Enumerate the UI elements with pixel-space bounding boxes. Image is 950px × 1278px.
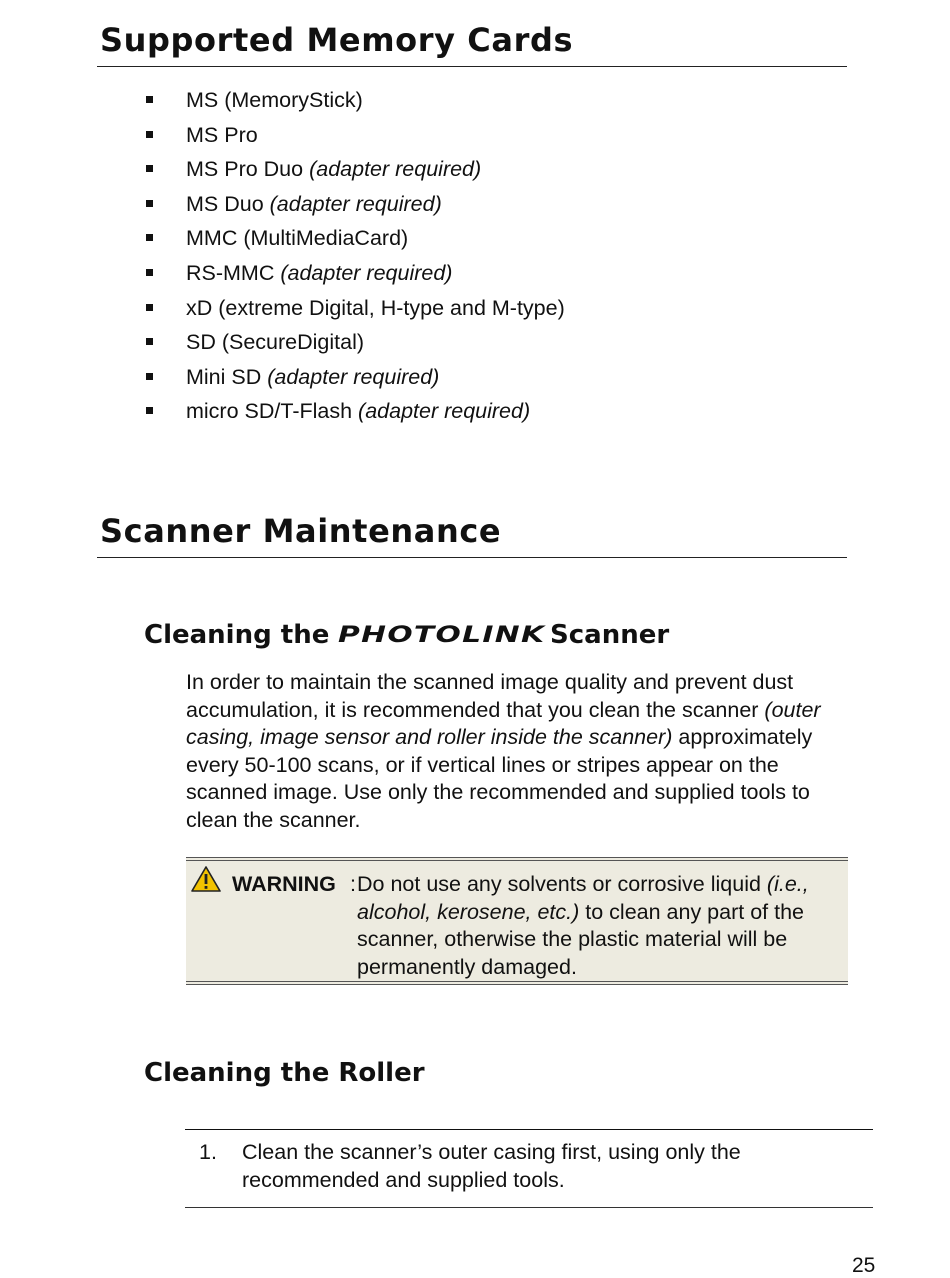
step-number: 1. xyxy=(199,1140,217,1164)
list-item-text: SD (SecureDigital) xyxy=(186,330,365,355)
list-item-text: Mini SD xyxy=(186,364,268,389)
list-item xyxy=(146,221,565,256)
list-item-text: micro SD/T-Flash xyxy=(186,399,359,424)
list-item-text: RS-MMC xyxy=(186,260,281,285)
list-item xyxy=(146,360,565,395)
paragraph-italic: (outer casing, image sensor and roller inside the scanner) xyxy=(186,697,821,749)
list-item xyxy=(146,291,565,326)
list-item xyxy=(146,394,565,429)
bullet-square-icon xyxy=(146,407,153,414)
subheading-prefix: Cleaning the xyxy=(144,620,330,650)
bullet-square-icon xyxy=(146,304,153,311)
bullet-square-icon xyxy=(146,373,153,380)
steps-rule-bottom xyxy=(185,1207,873,1208)
bullet-square-icon xyxy=(146,165,153,172)
list-item-note: (adapter required) xyxy=(358,399,531,424)
steps-rule-top xyxy=(185,1129,873,1130)
warning-text-italic: (i.e., alcohol, kerosene, etc.) xyxy=(357,872,809,924)
bullet-square-icon xyxy=(146,200,153,207)
list-item-text: MS Pro Duo xyxy=(186,157,310,182)
warning-separator: : xyxy=(350,872,356,896)
list-item-note: (adapter required) xyxy=(309,157,482,182)
warning-text xyxy=(357,871,847,981)
bullet-square-icon xyxy=(146,269,153,276)
page-number: 25 xyxy=(852,1254,876,1277)
list-item xyxy=(146,256,565,291)
section-title-memory-cards: Supported Memory Cards xyxy=(100,21,574,59)
paragraph-text: approximately every 50-100 scans, or if vertical lines or stripes appear on the scanned image. Use only the recommended and supplied tools to clean the scanner. xyxy=(186,725,813,832)
cleaning-scanner-paragraph xyxy=(186,669,846,834)
subheading-suffix: Scanner xyxy=(550,620,670,650)
list-item xyxy=(146,187,565,222)
warning-text-part: Do not use any solvents or corrosive liquid xyxy=(357,872,767,896)
list-item-text: MS (MemoryStick) xyxy=(186,88,363,112)
list-item xyxy=(146,118,565,153)
bullet-square-icon xyxy=(146,131,153,138)
section-title-rule xyxy=(97,557,847,558)
list-item-text: MMC (MultiMediaCard) xyxy=(186,226,409,251)
list-item-text: MS Pro xyxy=(186,122,258,147)
list-item-text: MS Duo xyxy=(186,191,270,216)
list-item-note: (adapter required) xyxy=(280,260,453,285)
warning-label: WARNING xyxy=(232,872,336,896)
subheading-cleaning-roller: Cleaning the Roller xyxy=(144,1058,425,1088)
paragraph-text: In order to maintain the scanned image quality and prevent dust accumulation, it is recommended that you clean the scanner xyxy=(186,670,794,722)
subheading-cleaning-scanner xyxy=(144,618,669,653)
section-title-scanner-maintenance: Scanner Maintenance xyxy=(100,512,502,550)
list-item xyxy=(146,325,565,360)
bullet-square-icon xyxy=(146,96,153,103)
list-item-note: (adapter required) xyxy=(269,191,442,216)
warning-triangle-icon xyxy=(191,865,221,893)
bullet-square-icon xyxy=(146,234,153,241)
bullet-square-icon xyxy=(146,338,153,345)
list-item-text: xD (extreme Digital, H-type and M-type) xyxy=(186,295,565,320)
photolink-logo: PHOTOLINK xyxy=(338,623,546,648)
list-item xyxy=(146,152,565,187)
section-title-rule xyxy=(97,66,847,67)
list-item-note: (adapter required) xyxy=(267,364,440,389)
step-text: Clean the scanner’s outer casing first, using only the recommended and supplied tools. xyxy=(242,1140,741,1192)
warning-box xyxy=(186,857,848,985)
memory-card-list xyxy=(146,83,565,429)
list-item xyxy=(146,83,565,118)
warning-text-part: to clean any part of the scanner, otherwise the plastic material will be permanently damaged. xyxy=(357,899,804,979)
